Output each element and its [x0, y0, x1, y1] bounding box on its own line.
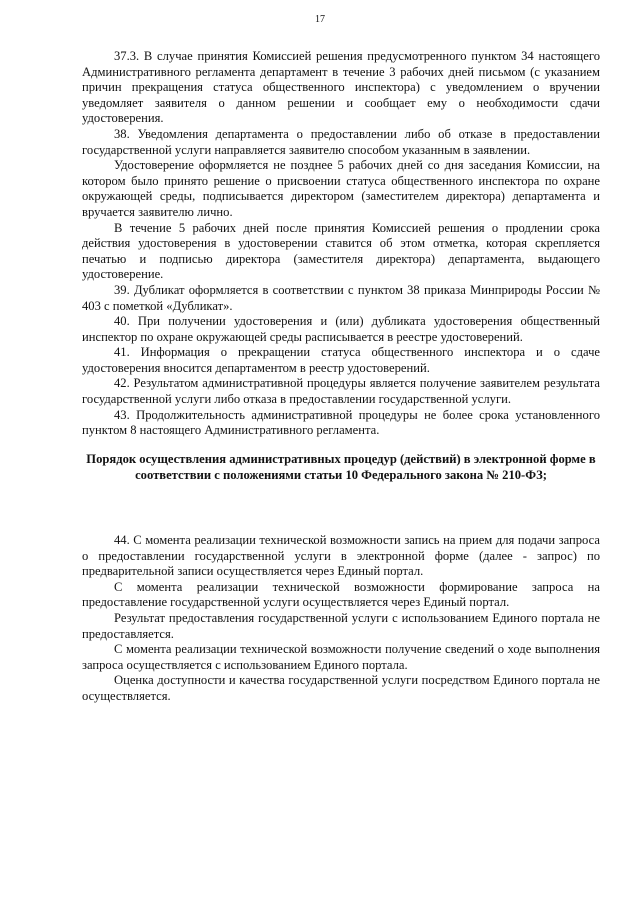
- paragraph-request-status: С момента реализации технической возможности получение сведений о ходе выполнения запроса осуществляется с использованием Единого портала.: [82, 642, 600, 672]
- paragraph-42: 42. Результатом административной процедуры является получение заявителем результата государственной услуги либо отказа в предоставлении государственной услуги.: [82, 376, 600, 407]
- paragraph-quality-assessment: Оценка доступности и качества государственной услуги посредством Единого портала не осуществляется.: [82, 673, 600, 703]
- paragraph-certificate-issue: Удостоверение оформляется не позднее 5 рабочих дней со дня заседания Комиссии, на котором было принято решение о присвоении статуса общественного инспектора по охране окружающей среды, подписывается директором (заместителем директора) департамента и вручается заявителю лично.: [82, 158, 600, 219]
- body-text-bottom: [82, 533, 600, 705]
- paragraph-request-formation: С момента реализации технической возможности формирование запроса на предоставление государственной услуги осуществляется через Единый портал.: [82, 579, 600, 610]
- paragraph-37-3: 37.3. В случае принятия Комиссией решения предусмотренного пунктом 34 настоящего Административного регламента департамент в течение 3 рабочих дней письмом (с указанием причин прекращения статуса общественного инспектора) с уведомлением о вручении уведомляет заявителя о данном решении и сообщает ему о необходимости сдачи удостоверения.: [82, 49, 600, 126]
- body-text-top: [82, 49, 600, 439]
- paragraph-43: 43. Продолжительность административной процедуры не более срока установленного пунктом 8 настоящего Административного регламента.: [82, 407, 600, 438]
- paragraph-39: 39. Дубликат оформляется в соответствии с пунктом 38 приказа Минприроды России № 403 с пометкой «Дубликат».: [82, 282, 600, 313]
- paragraph-40: 40. При получении удостоверения и (или) дубликата удостоверения общественный инспектор по охране окружающей среды расписывается в реестре удостоверений.: [82, 314, 600, 344]
- paragraph-38: 38. Уведомления департамента о предоставлении либо об отказе в предоставлении государственной услуги направляется заявителю способом указанным в заявлении.: [82, 126, 600, 157]
- paragraph-41: 41. Информация о прекращении статуса общественного инспектора и о сдаче удостоверения вносится департаментом в реестр удостоверений.: [82, 345, 600, 375]
- section-heading: Порядок осуществления административных процедур (действий) в электронной форме в соответствии с положениями статьи 10 Федерального закона № 210-ФЗ;: [86, 452, 596, 482]
- paragraph-44: 44. С момента реализации технической возможности запись на прием для подачи запроса о предоставлении государственной услуги в электронной форме (далее - запрос) по предварительной записи осуществляется через Единый портал.: [82, 533, 600, 579]
- paragraph-certificate-extension: В течение 5 рабочих дней после принятия Комиссией решения о продлении срока действия удостоверения в удостоверении ставится об этом отметка, которая скрепляется печатью и подписью директора (заместителя директора) департамента, выдающего удостоверение.: [82, 220, 600, 282]
- paragraph-result-not-provided: Результат предоставления государственной услуги с использованием Единого портала не предоставляется.: [82, 610, 600, 641]
- page-number: 17: [315, 14, 325, 25]
